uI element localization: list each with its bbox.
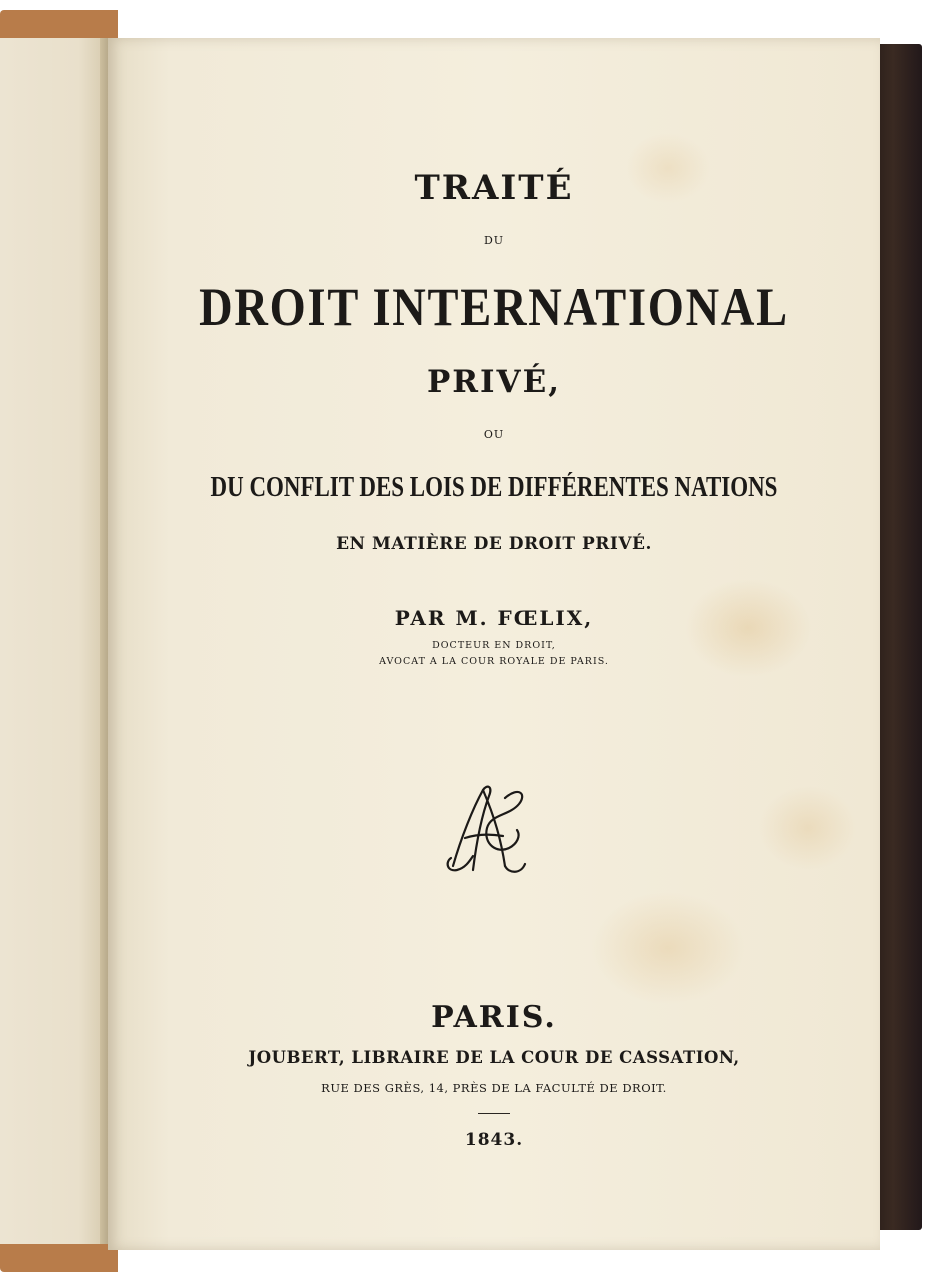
title-line-prive: PRIVÉ, [426,364,562,400]
imprint-address: RUE DES GRÈS, 14, PRÈS DE LA FACULTÉ DE DROIT. [321,1081,667,1095]
interlaced-monogram-icon [443,778,529,878]
connector-ou: OU [483,428,505,441]
imprint-year: 1843. [464,1130,524,1150]
imprint-city: PARIS. [431,1000,557,1035]
connector-du: DU [483,234,505,247]
imprint-divider [478,1113,510,1114]
subtitle-line-1: DU CONFLIT DES LOIS DE DIFFÉRENTES NATIONS [210,472,778,503]
right-board-edge [874,44,922,1230]
author-credential-2: AVOCAT A LA COUR ROYALE DE PARIS. [379,656,609,667]
left-facing-page [0,38,112,1244]
author-name: PAR M. FŒLIX, [394,606,594,630]
author-credential-1: DOCTEUR EN DROIT, [432,640,556,651]
imprint-publisher: JOUBERT, LIBRAIRE DE LA COUR DE CASSATION, [248,1048,740,1067]
title-line-droit-international: DROIT INTERNATIONAL [199,277,789,337]
title-page [108,38,880,1250]
title-line-traite: TRAITÉ [414,168,574,208]
subtitle-line-2: EN MATIÈRE DE DROIT PRIVÉ. [336,534,652,554]
